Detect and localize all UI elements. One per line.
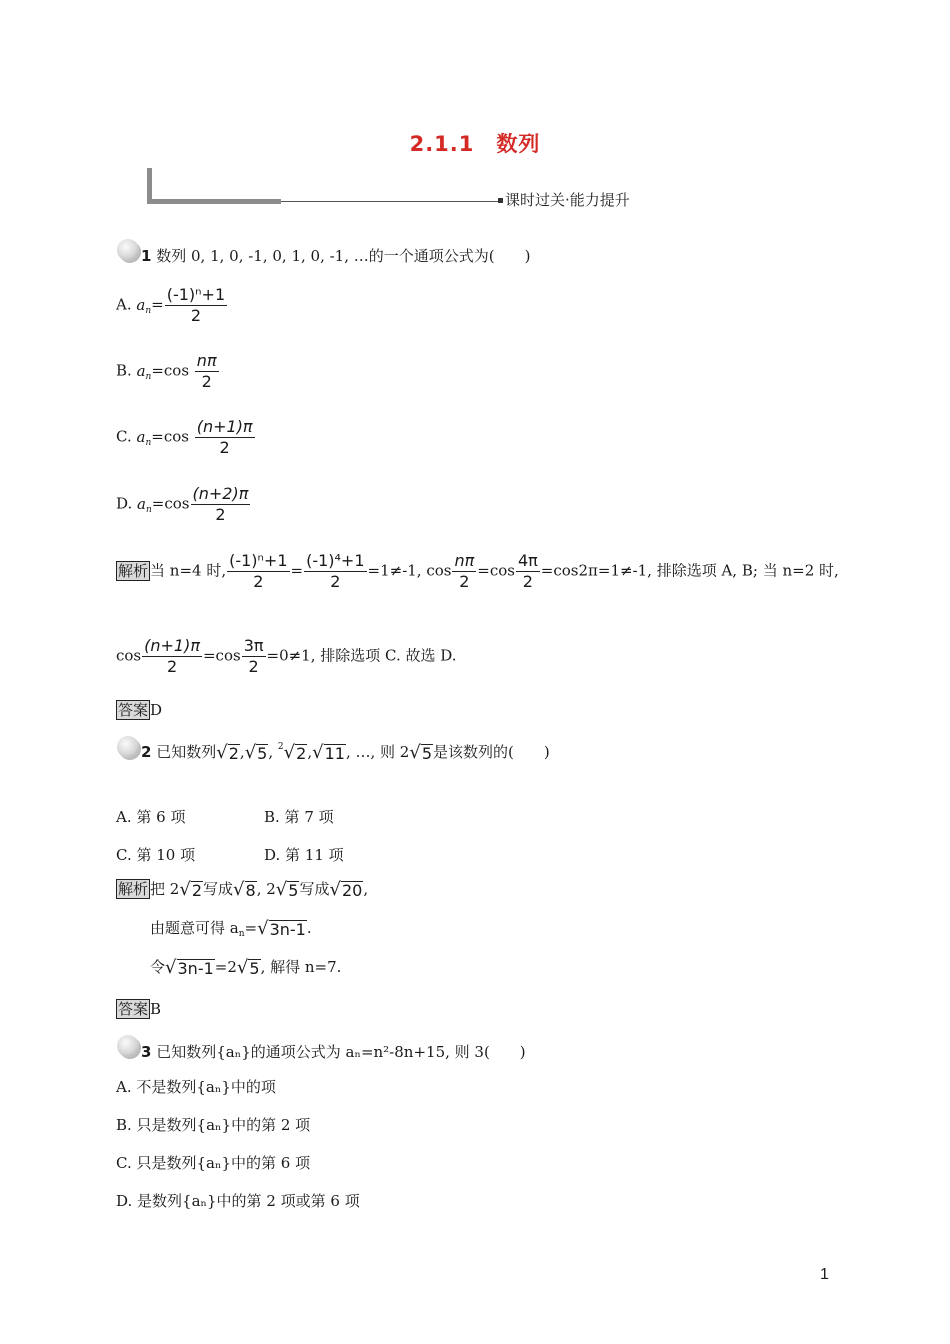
q1-option-c: C. $a_n=\cos$ $\frac{(n+1)\pi}{2}$ — [116, 417, 253, 457]
q2-solution-line1: 解析 把 2 √ 2 写成 √ 8 , 2 √ 5 写成 √ 20 , — [118, 879, 369, 900]
q1-stem: 1 数列 0, 1, 0, -1, 0, 1, 0, -1, …的一个通项公式为( ) — [141, 247, 531, 265]
q3-number: 3 — [141, 1043, 152, 1061]
square-bullet-icon — [498, 198, 503, 203]
sqrt: √ 3n-1 — [257, 918, 306, 939]
q2-option-a: A. 第 6 项 — [116, 808, 186, 826]
fraction: $\frac{(n+1)\pi}{2}$ — [144, 636, 200, 676]
q2-option-b: B. 第 7 项 — [264, 808, 334, 826]
q3-option-a: A. 不是数列{aₙ}中的项 — [116, 1078, 276, 1096]
sqrt: √ 3n-1 — [165, 957, 214, 978]
option-a-fraction: $\frac{\text{(-1)ⁿ+1}}{2}$ — [166, 285, 226, 325]
q1-solution-line2: cos $\frac{(n+1)\pi}{2}$ =cos $\frac{3\pi}{2}$ =0≠1, 排除选项 C. 故选 D. — [116, 636, 457, 676]
q3-stem: 3 已知数列{aₙ}的通项公式为 aₙ=n²-8n+15, 则 3( ) — [141, 1043, 526, 1061]
q3-option-b: B. 只是数列{aₙ}中的第 2 项 — [116, 1116, 311, 1134]
q3-option-c: C. 只是数列{aₙ}中的第 6 项 — [116, 1154, 311, 1172]
q1-solution-line1: 解析 当 n=4 时, $\frac{\text{(-1)ⁿ+1}}{2}$ = $\frac{\text{(-1)⁴+1}}{2}$ =1≠-1, cos $\frac{n\pi}{2}$ =cos $\frac{4\pi}{2}$ =cos2π=1≠-1, 排除选项 A, B; 当 n=2 时, — [118, 551, 839, 591]
fraction: $\frac{n\pi}{2}$ — [454, 551, 475, 591]
page-number: 1 — [820, 1266, 829, 1283]
sqrt: √ 5 — [409, 742, 432, 763]
section-bar-thick — [147, 199, 281, 204]
option-d-fraction: $\frac{(n+2)\pi}{2}$ — [192, 484, 249, 524]
q2-answer: 答案 B — [118, 1000, 162, 1018]
q1-number: 1 — [141, 247, 152, 265]
option-c-fraction: $\frac{(n+1)\pi}{2}$ — [196, 417, 253, 457]
fraction: $\frac{\text{(-1)ⁿ+1}}{2}$ — [229, 551, 288, 591]
option-b-fraction: $\frac{n\pi}{2}$ — [196, 351, 217, 391]
q2-stem: 2 已知数列 √ 2 , √ 5 , $^2$ √ 2 , √ 11 , …, 则 2 √ 5 是该数列的( ) — [141, 742, 550, 763]
section-bar-thin — [281, 201, 499, 202]
section-label: 课时过关·能力提升 — [498, 189, 630, 210]
answer-tag: 答案 — [118, 701, 149, 719]
q2-solution-line3: 令 √ 3n-1 =2 √ 5 , 解得 n=7. — [150, 957, 342, 978]
q2-option-d: D. 第 11 项 — [264, 846, 344, 864]
sqrt: √ 5 — [244, 742, 268, 763]
sqrt: √ 5 — [236, 957, 260, 978]
q2-option-c: C. 第 10 项 — [116, 846, 196, 864]
question-circle-icon — [117, 1035, 139, 1057]
q3-option-d: D. 是数列{aₙ}中的第 2 项或第 6 项 — [116, 1192, 360, 1210]
fraction: $\frac{3\pi}{2}$ — [243, 636, 264, 676]
sqrt: √ 2 — [216, 742, 239, 763]
question-circle-icon — [117, 736, 139, 758]
q1-option-a: A. $a_n=$ $\frac{\text{(-1)ⁿ+1}}{2}$ — [116, 285, 226, 325]
sqrt: √ 8 — [233, 879, 256, 900]
sqrt: √ 11 — [312, 742, 345, 763]
q2-number: 2 — [141, 743, 152, 761]
fraction: $\frac{4\pi}{2}$ — [517, 551, 538, 591]
q1-option-b: B. $a_n=\cos$ $\frac{n\pi}{2}$ — [116, 351, 217, 391]
q2-solution-line2: 由题意可得 $a_n=$ √ 3n-1 . — [150, 918, 312, 939]
sqrt: √ 2 — [283, 742, 307, 763]
sqrt: √ 20 — [329, 879, 363, 900]
solution-tag: 解析 — [118, 561, 149, 580]
solution-tag: 解析 — [118, 880, 149, 898]
fraction: $\frac{\text{(-1)⁴+1}}{2}$ — [306, 551, 365, 591]
q1-option-d: D. $a_n=\cos$ $\frac{(n+2)\pi}{2}$ — [116, 484, 249, 524]
answer-tag: 答案 — [118, 1000, 149, 1018]
sqrt: √ 2 — [179, 879, 202, 900]
q1-answer: 答案 D — [118, 701, 163, 719]
page-title: 2.1.1 数列 — [409, 132, 541, 156]
question-circle-icon — [117, 239, 139, 261]
sqrt: √ 5 — [275, 879, 299, 900]
